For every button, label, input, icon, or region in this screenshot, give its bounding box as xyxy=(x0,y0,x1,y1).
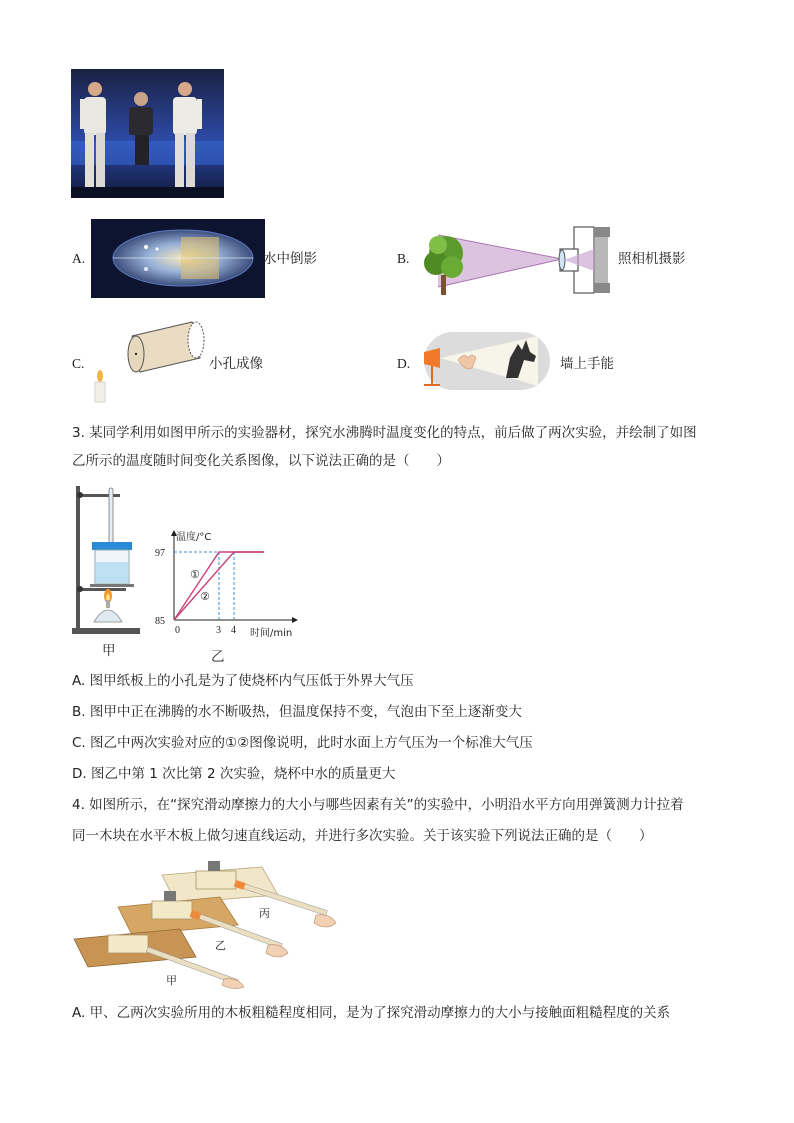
xtick-4: 4 xyxy=(231,625,236,636)
option-c-letter: C. xyxy=(72,356,85,371)
fig-label-yi: 乙 xyxy=(215,939,226,952)
q3-option-c: C. 图乙中两次实验对应的①②图像说明，此时水面上方气压为一个标准大气压 xyxy=(72,735,533,751)
option-c-label: 小孔成像 xyxy=(209,356,263,372)
option-b-letter: B. xyxy=(397,251,410,266)
y-axis-label: 温度/°C xyxy=(176,532,212,543)
fig-jia-caption: 甲 xyxy=(102,643,116,659)
reflection-photo xyxy=(91,219,265,298)
option-d-letter: D. xyxy=(397,356,411,371)
option-a-label: 水中倒影 xyxy=(263,251,317,267)
option-a-letter: A. xyxy=(72,251,86,266)
q4-option-a: A. 甲、乙两次实验所用的木板粗糙程度相同，是为了探究滑动摩擦力的大小与接触面粗糙程度的关系 xyxy=(72,1005,671,1021)
fig-yi-caption: 乙 xyxy=(211,649,225,665)
q3-stem-line1: 3. 某同学利用如图甲所示的实验器材，探究水沸腾时温度变化的特点，前后做了两次实验，并绘制了如图 xyxy=(72,425,697,441)
ytick-85: 85 xyxy=(155,616,165,627)
xtick-0: 0 xyxy=(175,625,180,636)
x-axis-arrow xyxy=(292,617,298,623)
pinhole-diagram xyxy=(92,318,207,403)
camera-diagram xyxy=(416,223,616,297)
series-label-1: ① xyxy=(190,568,200,581)
shadow-hand-diagram xyxy=(418,330,552,392)
fig-label-bing: 丙 xyxy=(259,907,270,920)
q3-option-b: B. 图甲中正在沸腾的水不断吸热，但温度保持不变，气泡由下至上逐渐变大 xyxy=(72,704,522,720)
q3-option-a: A. 图甲纸板上的小孔是为了使烧杯内气压低于外界大气压 xyxy=(72,673,414,689)
fig-label-jia: 甲 xyxy=(166,974,177,987)
option-d-label: 墙上手能 xyxy=(560,356,614,372)
q3-stem-line2: 乙所示的温度随时间变化关系图像，以下说法正确的是（ ） xyxy=(72,453,450,469)
x-axis-label: 时间/min xyxy=(250,628,293,639)
q4-stem-line2: 同一木块在水平木板上做匀速直线运动，并进行多次实验。关于该实验下列说法正确的是（ ） xyxy=(72,828,653,844)
series-label-2: ② xyxy=(200,590,210,603)
q3-option-d: D. 图乙中第 1 次比第 2 次实验，烧杯中水的质量更大 xyxy=(72,766,396,782)
xtick-3: 3 xyxy=(216,625,221,636)
boiling-apparatus xyxy=(70,482,146,638)
ytick-97: 97 xyxy=(155,548,165,559)
option-b-label: 照相机摄影 xyxy=(618,251,686,267)
stage-photo xyxy=(71,69,224,198)
friction-experiment-figure xyxy=(70,855,350,990)
q4-stem-line1: 4. 如图所示，在“探究滑动摩擦力的大小与哪些因素有关”的实验中，小明沿水平方向用弹簧测力计拉着 xyxy=(72,797,684,813)
temperature-chart xyxy=(152,528,300,646)
